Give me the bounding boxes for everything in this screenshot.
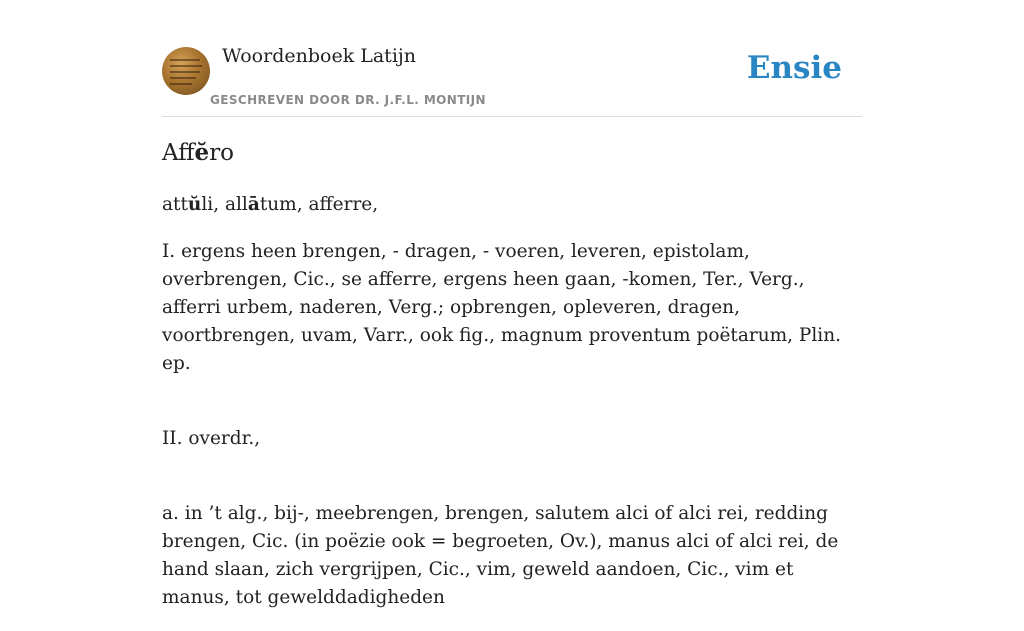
entry-forms: attŭli, allātum, afferre, bbox=[162, 194, 379, 215]
entry-headword: Affĕro bbox=[162, 139, 235, 166]
dictionary-header bbox=[162, 0, 862, 117]
ensie-logo-link[interactable]: Ensie bbox=[746, 50, 842, 86]
dictionary-avatar[interactable] bbox=[162, 47, 210, 95]
dictionary-title[interactable]: Woordenboek Latijn bbox=[222, 45, 417, 67]
page bbox=[162, 0, 862, 608]
entry-definition bbox=[162, 191, 862, 631]
author-byline[interactable]: GESCHREVEN DOOR DR. J.F.L. MONTIJN bbox=[210, 93, 486, 107]
sense-1: I. ergens heen brengen, - dragen, - voeren, leveren, epistolam, overbrengen, Cic., se afferre, ergens heen gaan, -komen, Ter., Verg., afferri urbem, naderen, Verg.; opbrengen, opleveren, dragen, voortbrengen, uvam, Varr., ook fig., magnum proventum poëtarum, Plin. ep. bbox=[162, 241, 842, 374]
sense-2a: a. in ’t alg., bij-, meebrengen, brengen, salutem alci of alci rei, redding brengen, Cic. (in poëzie ook = begroeten, Ov.), manus alci of alci rei, de hand slaan, zich vergrijpen, Cic., vim, geweld aandoen, Cic., vim et manus, tot gewelddadigheden bbox=[162, 503, 839, 608]
sense-2: II. overdr., bbox=[162, 428, 261, 449]
